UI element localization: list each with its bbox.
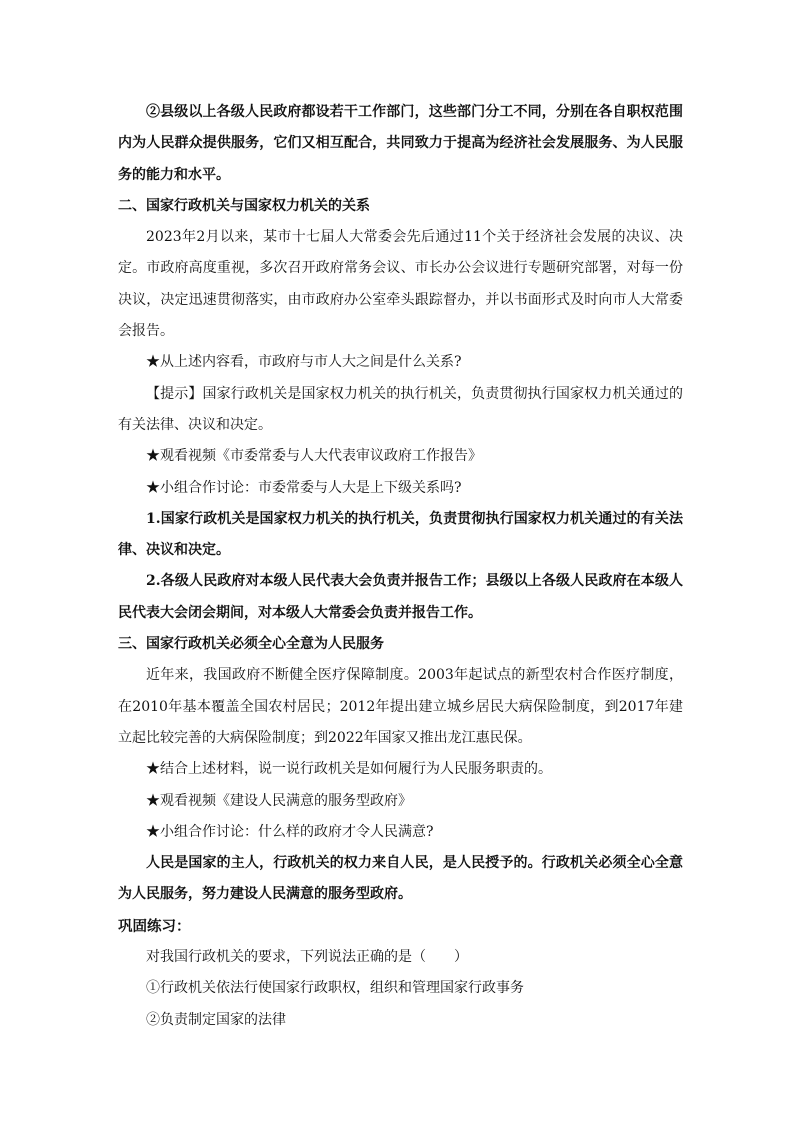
section-heading-3: 三、国家行政机关必须全心全意为人民服务	[118, 636, 384, 653]
practice-option-1: ①行政机关依法行使国家行政职权，组织和管理国家行政事务	[146, 980, 524, 997]
paragraph-city-case: 2023年2月以来，某市十七届人大常委会先后通过11个关于经济社会发展的决议、决定。市政府高度重视，多次召开政府常务会议、市长办公会议进行专题研究部署，对每一份决议，决定迅速贯彻落实，由市政府办公室牵头跟踪督办，并以书面形式及时向市人大常委会报告。	[118, 229, 683, 340]
paragraph-local-government-departments: ②县级以上各级人民政府都设若干工作部门，这些部门分工不同，分别在各自职权范围内为人民群众提供服务，它们又相互配合，共同致力于提高为经济社会发展服务、为人民服务的能力和水平。	[118, 104, 683, 183]
question-service: ★结合上述材料，说一说行政机关是如何履行为人民服务职责的。	[146, 761, 552, 778]
section-heading-2: 二、国家行政机关与国家权力机关的关系	[118, 197, 370, 214]
hint-paragraph: 【提示】国家行政机关是国家权力机关的执行机关，负责贯彻执行国家权力机关通过的有关法律、决议和决定。	[118, 385, 683, 433]
document-body	[118, 97, 683, 1036]
discussion-task-1: ★小组合作讨论：市委常委与人大是上下级关系吗?	[146, 479, 462, 496]
summary-paragraph: 人民是国家的主人，行政机关的权力来自人民，是人民授予的。行政机关必须全心全意为人民服务，努力建设人民满意的服务型政府。	[118, 855, 683, 903]
key-point-1: 1.国家行政机关是国家权力机关的执行机关，负责贯彻执行国家权力机关通过的有关法律、决议和决定。	[118, 510, 683, 559]
practice-option-2: ②负责制定国家的法律	[146, 1011, 286, 1028]
practice-question: 对我国行政机关的要求，下列说法正确的是（ ）	[146, 949, 468, 966]
question-relationship: ★从上述内容看，市政府与市人大之间是什么关系?	[146, 354, 462, 371]
key-point-2: 2.各级人民政府对本级人民代表大会负责并报告工作；县级以上各级人民政府在本级人民代表大会闭会期间，对本级人大常委会负责并报告工作。	[118, 573, 683, 621]
discussion-task-2: ★小组合作讨论：什么样的政府才令人民满意?	[146, 823, 434, 840]
video-task-1: ★观看视频《市委常委与人大代表审议政府工作报告》	[146, 448, 482, 465]
paragraph-medical-insurance: 近年来，我国政府不断健全医疗保障制度。2003年起试点的新型农村合作医疗制度，在2010年基本覆盖全国农村居民；2012年提出建立城乡居民大病保险制度，到2017年建立起比较完善的大病保险制度；到2022年国家又推出龙江惠民保。	[118, 667, 683, 746]
practice-title: 巩固练习：	[118, 917, 191, 935]
video-task-2: ★观看视频《建设人民满意的服务型政府》	[146, 792, 412, 809]
